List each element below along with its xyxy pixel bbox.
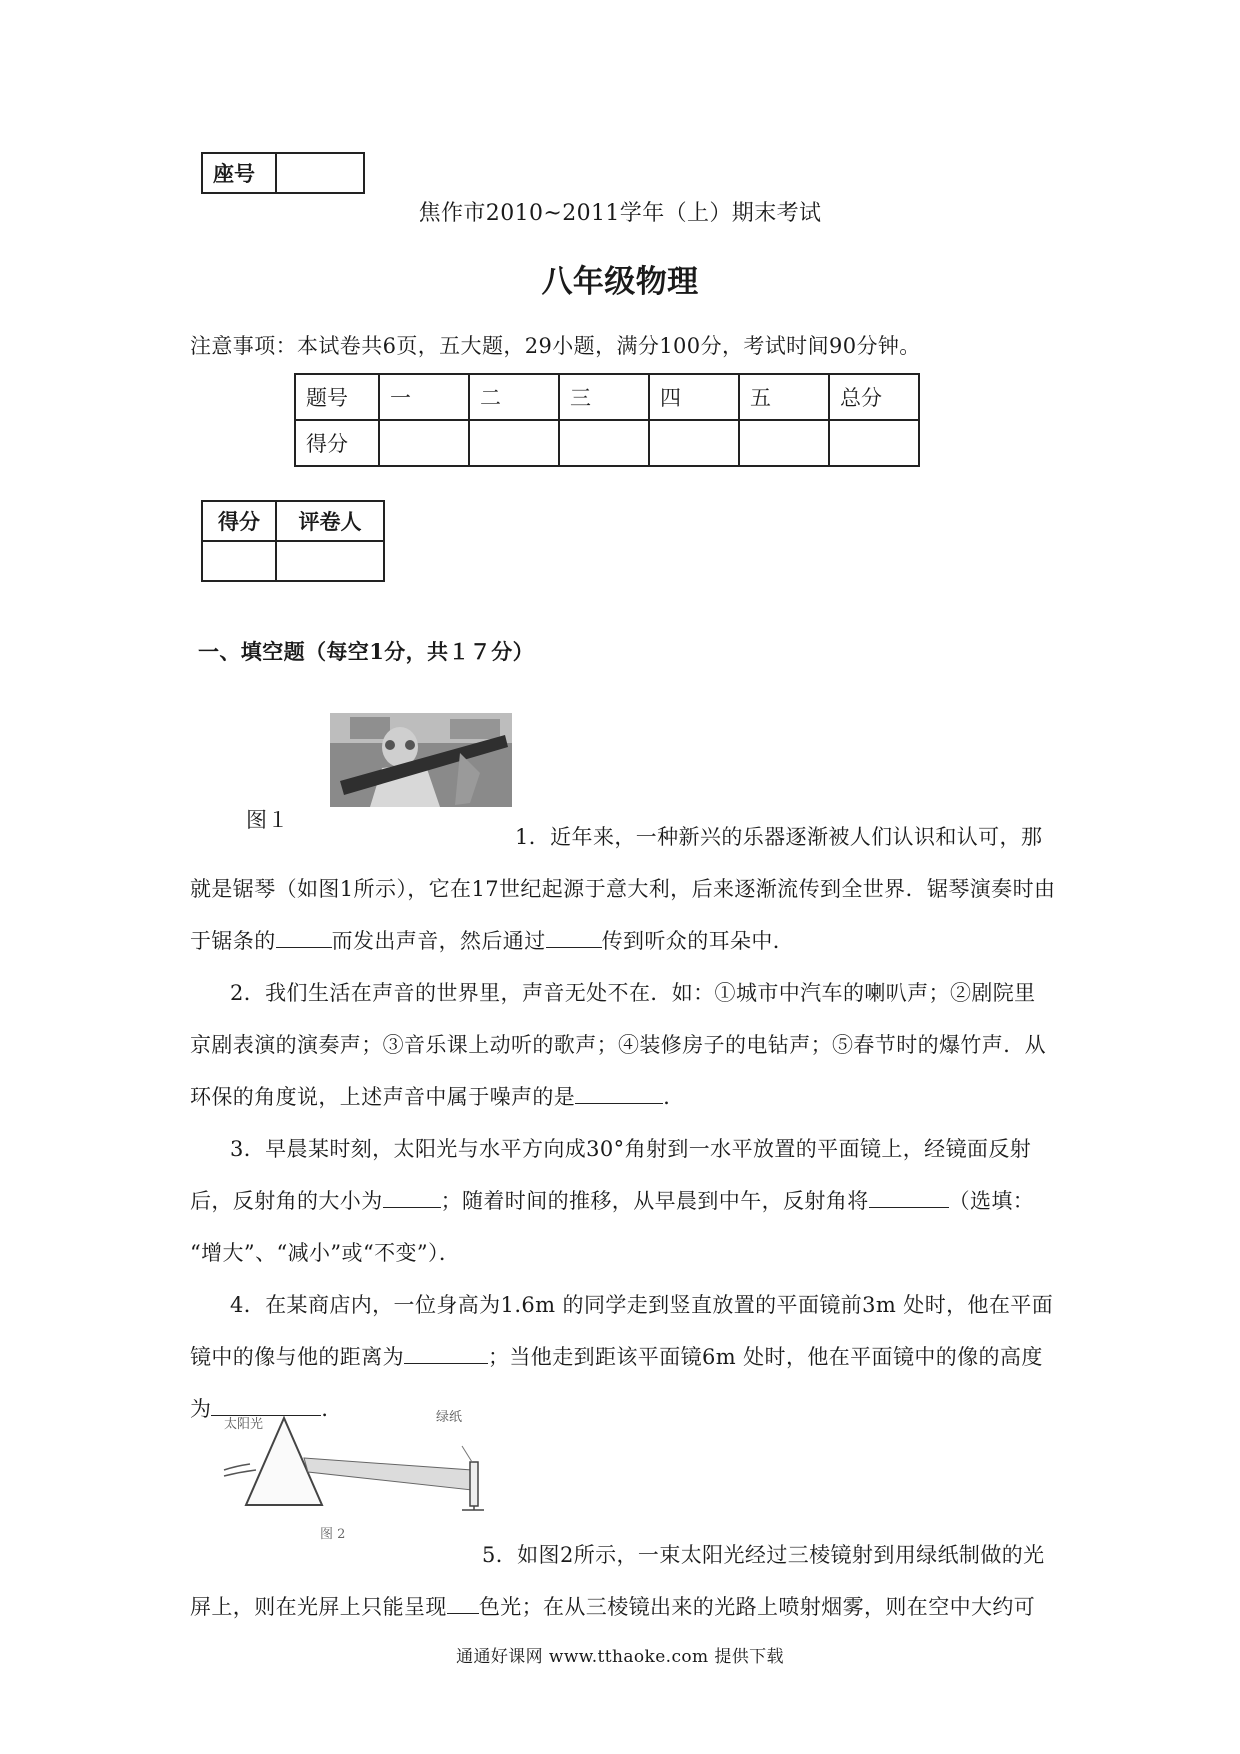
- q3-line-2: [190, 1185, 1034, 1215]
- q3-blank-1[interactable]: [383, 1187, 441, 1208]
- q4-blank-1[interactable]: [404, 1343, 488, 1364]
- score-cell: [829, 420, 919, 466]
- score-table-header: 四: [649, 374, 739, 420]
- q5-line-2: [190, 1591, 1035, 1621]
- score-table-header-row: [295, 374, 919, 420]
- score-cell: [649, 420, 739, 466]
- q2-text: 环保的角度说，上述声音中属于噪声的是: [190, 1085, 576, 1109]
- score-cell: [469, 420, 559, 466]
- q4-text: 为: [190, 1397, 212, 1421]
- figure-2-caption: 图 2: [320, 1527, 346, 1542]
- figure-2-sunlight-label: 太阳光: [224, 1417, 264, 1432]
- q1-text: 传到听众的耳朵中．: [601, 929, 795, 953]
- score-table-header: 题号: [295, 374, 379, 420]
- seat-number-field: [276, 153, 364, 193]
- grader-name-field: [276, 541, 384, 581]
- q1-line-1: 1．近年来，一种新兴的乐器逐渐被人们认识和认可，那: [515, 825, 1043, 849]
- seat-number-label: 座号: [202, 153, 276, 193]
- q4-line-2: [190, 1341, 1043, 1371]
- q4-text: ；当他走到距该平面镜6m 处时，他在平面镜中的像的高度: [488, 1345, 1043, 1369]
- figure-1-label: 图１: [246, 808, 289, 832]
- q3-text: （选填：: [948, 1189, 1035, 1213]
- q4-text: 镜中的像与他的距离为: [190, 1345, 404, 1369]
- q1-line-2: 就是锯琴（如图1所示），它在17世纪起源于意大利，后来逐渐流传到全世界．锯琴演奏时由: [190, 877, 1056, 901]
- q3-text: 后，反射角的大小为: [190, 1189, 383, 1213]
- score-table-header: 三: [559, 374, 649, 420]
- exam-subtitle: 焦作市2010~2011学年（上）期末考试: [418, 201, 822, 226]
- seat-number-box: [201, 152, 365, 194]
- score-cell: [739, 420, 829, 466]
- q1-text: 于锯条的: [190, 929, 276, 953]
- q5-line-1: 5．如图2所示，一束太阳光经过三棱镜射到用绿纸制做的光: [482, 1543, 1045, 1567]
- score-cell: [379, 420, 469, 466]
- q3-blank-2[interactable]: [869, 1187, 949, 1208]
- score-table: [294, 373, 920, 467]
- score-table-header: 一: [379, 374, 469, 420]
- q1-blank-2[interactable]: [546, 927, 602, 948]
- q1-text: 而发出声音，然后通过: [331, 929, 546, 953]
- q3-text: ；随着时间的推移，从早晨到中午，反射角将: [440, 1189, 869, 1213]
- page-footer: 通通好课网 www.tthaoke.com 提供下载: [456, 1647, 784, 1667]
- section-1-title: 一、填空题（每空1分，共１７分）: [198, 639, 535, 664]
- q3-line-1: 3．早晨某时刻，太阳光与水平方向成30°角射到一水平放置的平面镜上，经镜面反射: [230, 1137, 1032, 1161]
- exam-notice: 注意事项：本试卷共6页，五大题，29小题，满分100分，考试时间90分钟。: [190, 334, 921, 358]
- q1-blank-1[interactable]: [276, 927, 332, 948]
- q2-blank[interactable]: [575, 1083, 663, 1104]
- q3-line-3: “增大”、“减小”或“不变”）．: [190, 1241, 461, 1265]
- score-table-header: 总分: [829, 374, 919, 420]
- score-table-header: 二: [469, 374, 559, 420]
- grader-score-field: [202, 541, 276, 581]
- q5-text: 屏上，则在光屏上只能呈现: [190, 1595, 447, 1619]
- q4-text: ．: [321, 1397, 343, 1421]
- q2-line-2: 京剧表演的演奏声；③音乐课上动听的歌声；④装修房子的电钻声；⑤春节时的爆竹声．从: [190, 1033, 1046, 1057]
- score-table-score-row: [295, 420, 919, 466]
- q5-text: 色光；在从三棱镜出来的光路上喷射烟雾，则在空中大约可: [478, 1595, 1036, 1619]
- q5-blank-1[interactable]: [447, 1593, 479, 1614]
- q1-line-3: [190, 925, 794, 955]
- grader-score-label: 得分: [202, 501, 276, 541]
- exam-title: 八年级物理: [541, 264, 699, 300]
- score-table-header: 五: [739, 374, 829, 420]
- grader-name-label: 评卷人: [276, 501, 384, 541]
- score-row-label: 得分: [295, 420, 379, 466]
- q4-line-1: 4．在某商店内，一位身高为1.6m 的同学走到竖直放置的平面镜前3m 处时，他在平面: [230, 1293, 1054, 1317]
- q2-line-1: 2．我们生活在声音的世界里，声音无处不在．如：①城市中汽车的喇叭声；②剧院里: [230, 981, 1036, 1005]
- q2-line-3: [190, 1081, 685, 1111]
- grader-box: [201, 500, 385, 582]
- q2-text: ．: [663, 1085, 685, 1109]
- figure-1-saw-player-photo: [330, 713, 512, 807]
- score-cell: [559, 420, 649, 466]
- figure-2-screen-label: 绿纸: [436, 1410, 463, 1425]
